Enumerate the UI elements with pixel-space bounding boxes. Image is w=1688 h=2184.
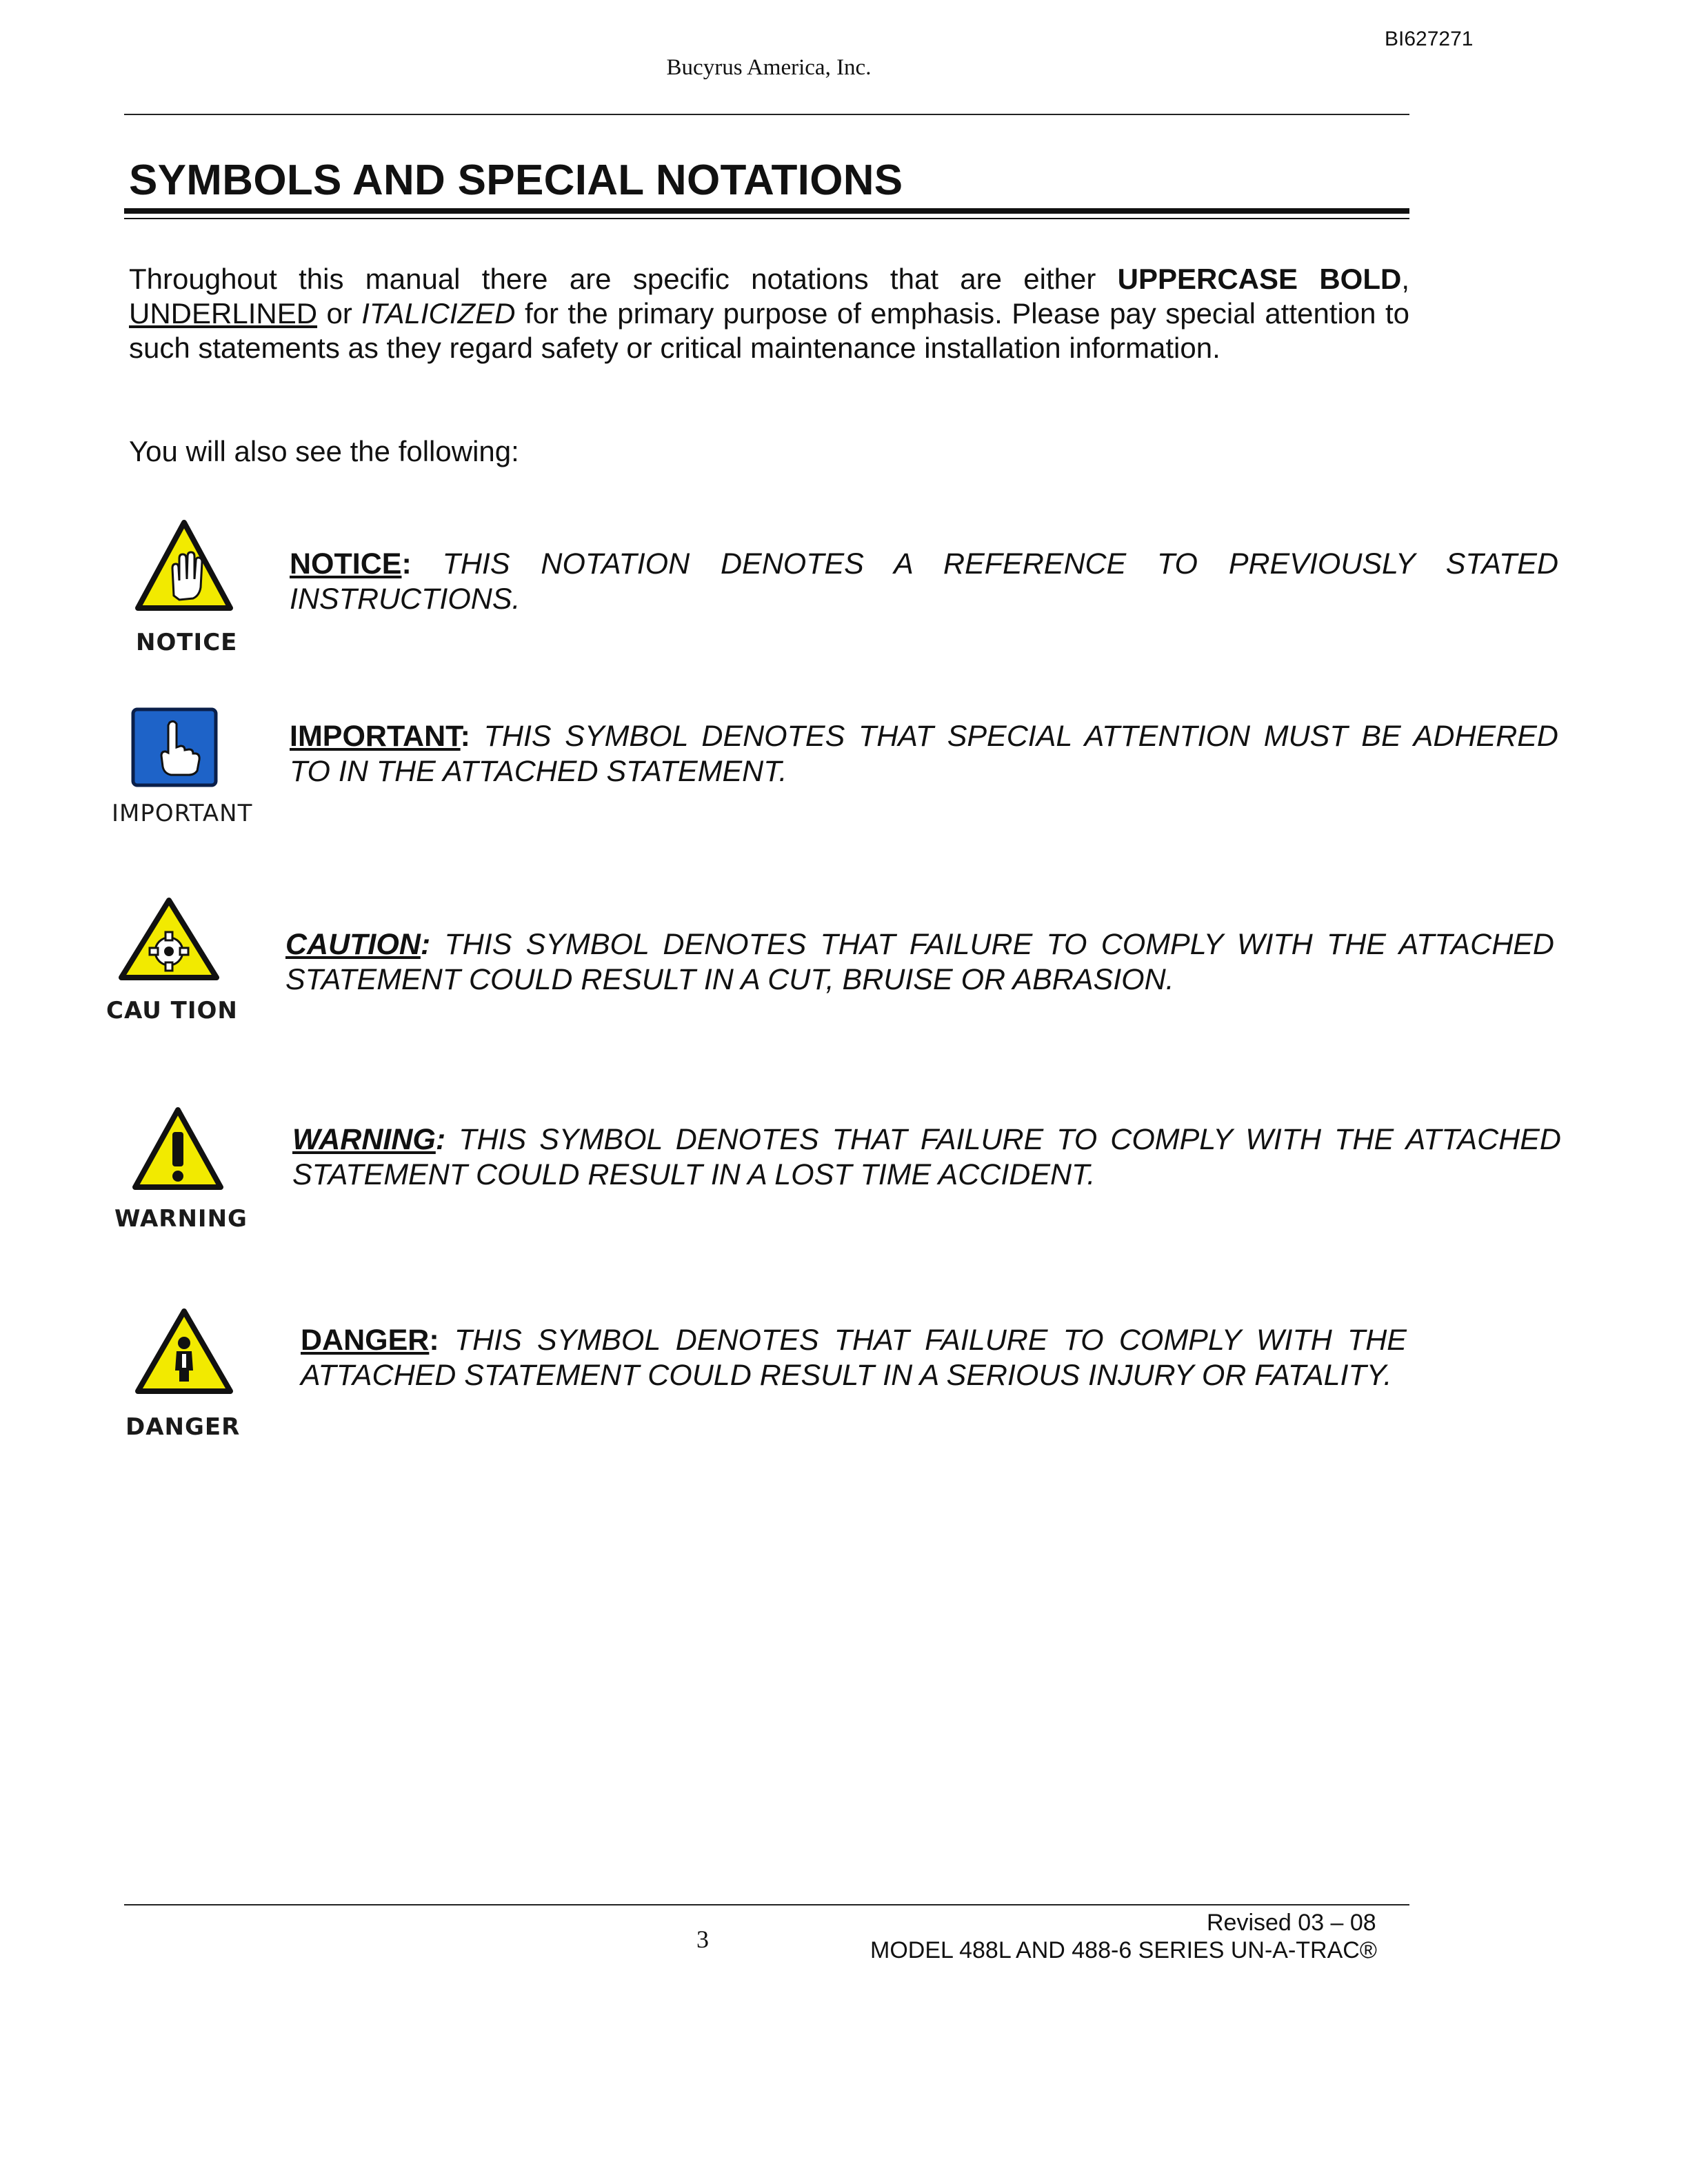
intro-text-2: , (1401, 263, 1409, 295)
intro-paragraph (129, 262, 1409, 365)
person-warning-icon (134, 1307, 234, 1397)
header-divider (124, 114, 1409, 115)
important-text: THIS SYMBOL DENOTES THAT SPECIAL ATTENTION MUST BE ADHERED TO IN THE ATTACHED STATEMENT. (290, 720, 1558, 788)
title-divider-thin (124, 218, 1409, 219)
warning-notation: WARNING: THIS SYMBOL DENOTES THAT FAILURE TO COMPLY WITH THE ATTACHED STATEMENT COULD RESULT IN A LOST TIME ACCIDENT. (292, 1123, 1561, 1191)
title-divider-thick (124, 208, 1409, 214)
footer-divider (124, 1904, 1409, 1905)
pointing-finger-icon (131, 707, 218, 787)
caution-text: THIS SYMBOL DENOTES THAT FAILURE TO COMPLY WITH THE ATTACHED STATEMENT COULD RESULT IN A CUT, BRUISE OR ABRASION. (285, 928, 1554, 996)
page-title: SYMBOLS AND SPECIAL NOTATIONS (129, 156, 903, 204)
notice-icon-label: NOTICE (136, 629, 238, 656)
intro-text-4: for the primary purpose of emphasis. Please pay special attention to such statements as they regard safety or critical maintenance installation information. (129, 297, 1409, 364)
notice-text: THIS NOTATION DENOTES A REFERENCE TO PREVIOUSLY STATED INSTRUCTIONS. (290, 547, 1558, 616)
intro-underlined-example: UNDERLINED (129, 297, 318, 330)
caution-notation: CAUTION: THIS SYMBOL DENOTES THAT FAILURE TO COMPLY WITH THE ATTACHED STATEMENT COULD RESULT IN A CUT, BRUISE OR ABRASION. (285, 928, 1554, 996)
danger-keyword: DANGER (301, 1324, 430, 1357)
caution-keyword: CAUTION (285, 928, 421, 961)
page-number: 3 (696, 1925, 709, 1953)
notice-keyword: NOTICE (290, 547, 402, 580)
warning-keyword: WARNING (292, 1123, 436, 1156)
intro-text-1: Throughout this manual there are specific notations that are either (129, 263, 1118, 295)
document-id: BI627271 (1385, 28, 1474, 50)
important-keyword: IMPORTANT (290, 720, 461, 753)
important-icon-label: IMPORTANT (112, 800, 253, 827)
danger-notation: DANGER: THIS SYMBOL DENOTES THAT FAILURE TO COMPLY WITH THE ATTACHED STATEMENT COULD RESULT IN A SERIOUS INJURY OR FATALITY. (301, 1324, 1407, 1392)
notice-notation: NOTICE: THIS NOTATION DENOTES A REFERENCE TO PREVIOUSLY STATED INSTRUCTIONS. (290, 547, 1558, 616)
danger-icon-label: DANGER (125, 1413, 241, 1441)
danger-text: THIS SYMBOL DENOTES THAT FAILURE TO COMPLY WITH THE ATTACHED STATEMENT COULD RESULT IN A SERIOUS INJURY OR FATALITY. (301, 1324, 1407, 1392)
warning-icon-label: WARNING (114, 1205, 248, 1233)
caution-icon-label: CAU TION (106, 997, 238, 1024)
model-name: MODEL 488L AND 488-6 SERIES UN-A-TRAC® (870, 1937, 1377, 1963)
important-notation: IMPORTANT: THIS SYMBOL DENOTES THAT SPECIAL ATTENTION MUST BE ADHERED TO IN THE ATTACHED STATEMENT. (290, 720, 1558, 788)
revision-date: Revised 03 – 08 (1207, 1910, 1376, 1936)
intro-text-3: or (317, 297, 362, 330)
warning-text: THIS SYMBOL DENOTES THAT FAILURE TO COMPLY WITH THE ATTACHED STATEMENT COULD RESULT IN A LOST TIME ACCIDENT. (292, 1123, 1561, 1191)
exclamation-warning-icon (131, 1106, 225, 1193)
company-name: Bucyrus America, Inc. (666, 55, 872, 80)
gear-warning-icon (117, 896, 221, 983)
see-also-text: You will also see the following: (129, 435, 519, 467)
intro-italic-example: ITALICIZED (361, 297, 516, 330)
intro-bold-example: UPPERCASE BOLD (1117, 263, 1402, 295)
hand-stop-warning-icon (134, 518, 234, 615)
